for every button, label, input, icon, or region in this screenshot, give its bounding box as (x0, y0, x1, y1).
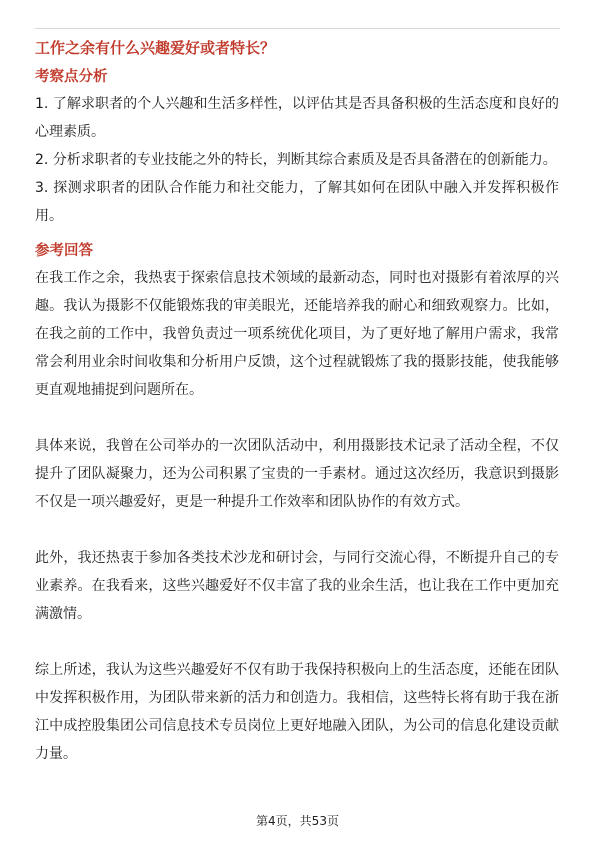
answer-paragraph: 具体来说，我曾在公司举办的一次团队活动中，利用摄影技术记录了活动全程，不仅提升了团队凝聚力，还为公司积累了宝贵的一手素材。通过这次经历，我意识到摄影不仅是一项兴趣爱好，更是一种提升工作效率和团队协作的有效方式。 (35, 438, 559, 510)
answer-paragraph: 在我工作之余，我热衷于探索信息技术领域的最新动态，同时也对摄影有着浓厚的兴趣。我认为摄影不仅能锻炼我的审美眼光，还能培养我的耐心和细致观察力。比如，在我之前的工作中，我曾负责过一项系统优化项目，为了更好地了解用户需求，我常常会利用业余时间收集和分析用户反馈，这个过程就锻炼了我的摄影技能，使我能够更直观地捕捉到问题所在。 (35, 270, 559, 398)
answer-paragraph: 此外，我还热衷于参加各类技术沙龙和研讨会，与同行交流心得，不断提升自己的专业素养。在我看来，这些兴趣爱好不仅丰富了我的业余生活，也让我在工作中更加充满激情。 (35, 550, 559, 622)
question-title: 工作之余有什么兴趣爱好或者特长？ (35, 39, 276, 57)
analysis-point: 3. 探测求职者的团队合作能力和社交能力，了解其如何在团队中融入并发挥积极作用。 (35, 180, 559, 224)
analysis-point: 2. 分析求职者的专业技能之外的特长，判断其综合素质及是否具备潜在的创新能力。 (35, 152, 557, 168)
analysis-heading: 考察点分析 (35, 69, 108, 85)
page-content (35, 36, 559, 768)
answer-paragraph: 综上所述，我认为这些兴趣爱好不仅有助于我保持积极向上的生活态度，还能在团队中发挥积极作用，为团队带来新的活力和创造力。我相信，这些特长将有助于我在浙江中成控股集团公司信息技术专员岗位上更好地融入团队，为公司的信息化建设贡献力量。 (35, 662, 559, 762)
page-number: 第4页，共53页 (256, 814, 339, 828)
header-divider (35, 28, 560, 29)
analysis-point: 1. 了解求职者的个人兴趣和生活多样性，以评估其是否具备积极的生活态度和良好的心理素质。 (35, 96, 559, 140)
answer-heading: 参考回答 (35, 243, 93, 259)
